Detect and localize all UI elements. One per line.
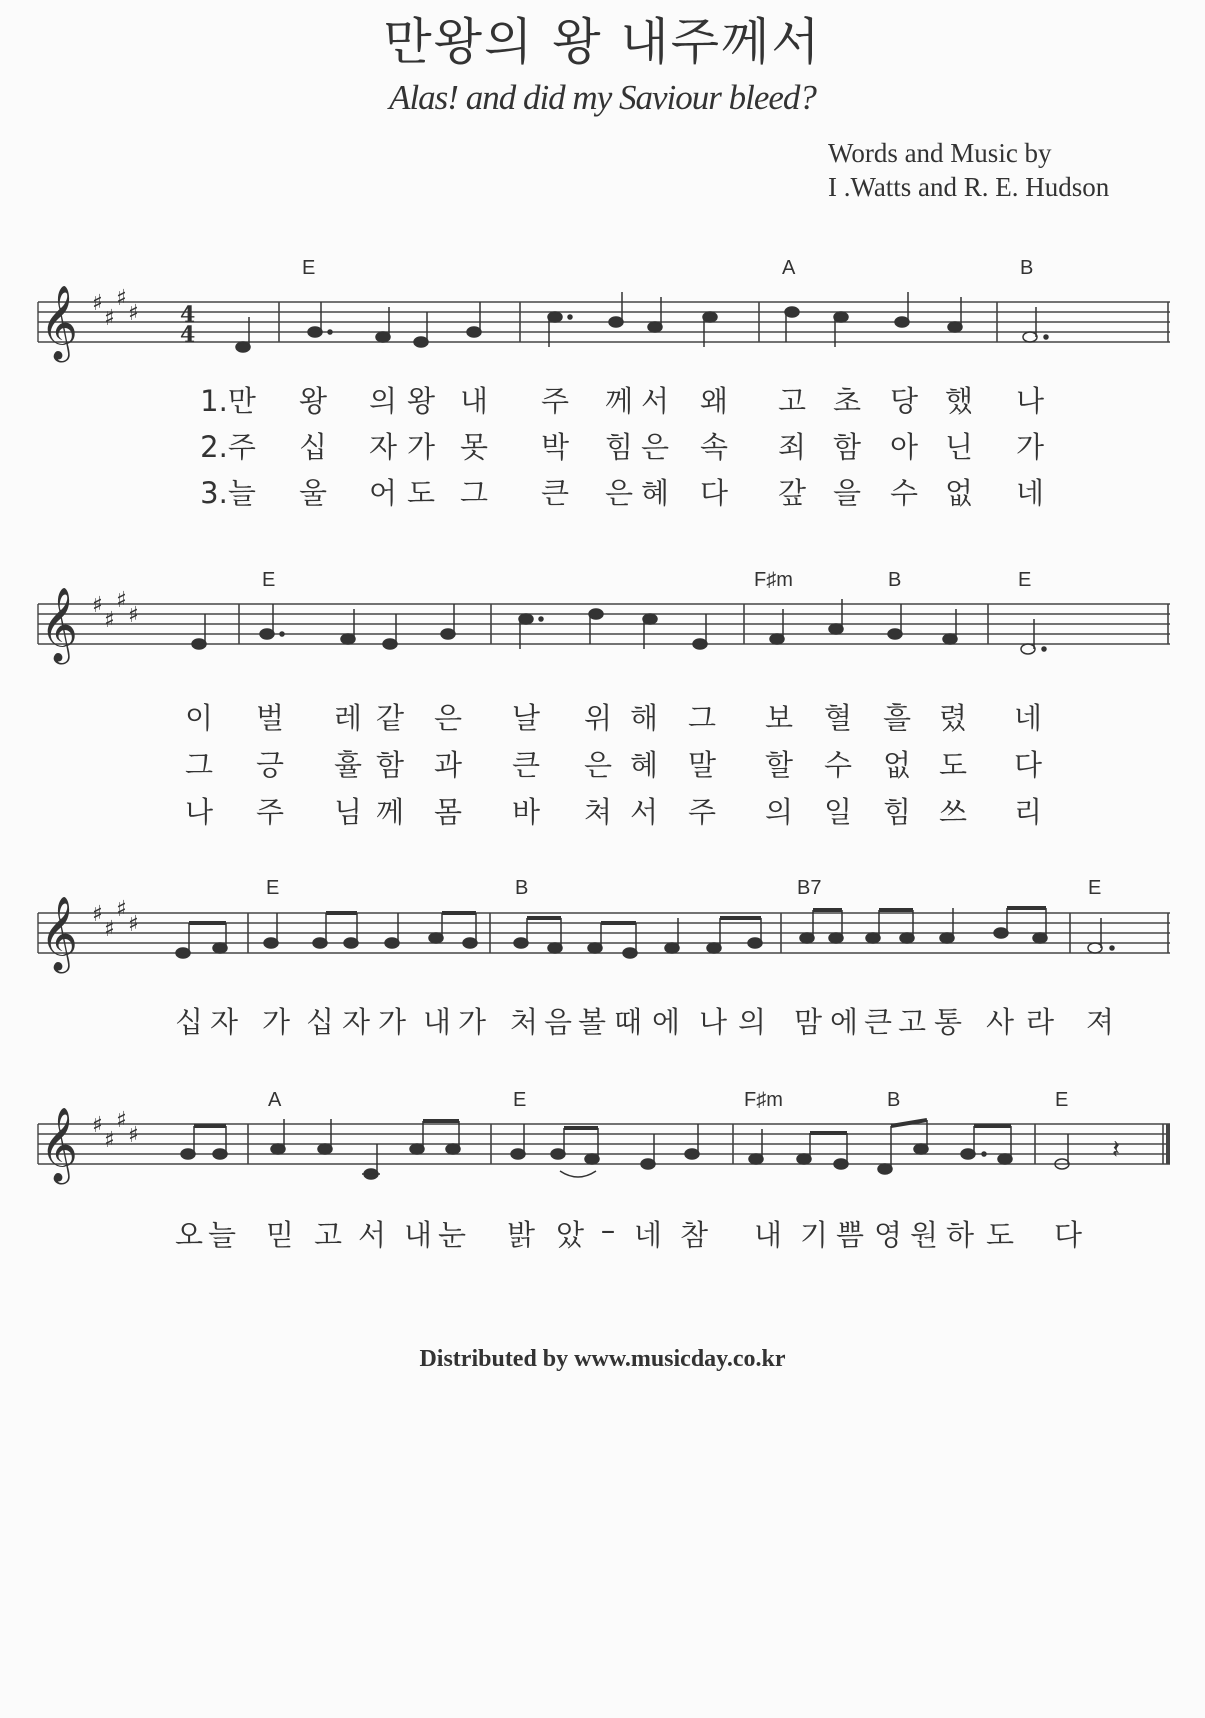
lyric-syllable: 아: [889, 430, 919, 464]
lyric-syllable: 위: [583, 701, 613, 735]
quarter-rest-icon: 𝄽: [1112, 1135, 1120, 1165]
lyric-syllable: 나: [698, 1005, 728, 1039]
lyric-syllable: 가: [1015, 430, 1045, 464]
lyric-syllable: 원: [909, 1218, 939, 1252]
svg-text:♯: ♯: [128, 301, 139, 326]
lyric-syllable: 자: [209, 1005, 239, 1039]
key-signature-icon: [92, 588, 139, 633]
lyric-syllable: 주: [255, 795, 285, 829]
music-system-3: [0, 858, 1205, 1038]
lyric-syllable: 긍: [255, 748, 285, 782]
key-signature-icon: [92, 897, 139, 942]
lyric-syllable: 의: [764, 795, 794, 829]
chord-symbol: B: [1020, 257, 1034, 279]
lyric-syllable: 이: [184, 701, 214, 735]
svg-text:♯: ♯: [128, 1123, 139, 1148]
lyric-syllable: 쓰: [938, 795, 968, 829]
lyric-syllable: 일: [823, 795, 853, 829]
lyric-syllable: 큰: [863, 1005, 893, 1039]
lyric-syllable: 가: [457, 1005, 487, 1039]
lyric-syllable: 음: [543, 1005, 573, 1039]
treble-clef-icon: 𝄞: [40, 286, 78, 360]
lyric-syllable: 그: [687, 701, 717, 735]
svg-text:♯: ♯: [104, 608, 115, 633]
lyric-syllable: 같: [375, 701, 405, 735]
lyric-syllable: 에: [651, 1005, 681, 1039]
lyric-line-3: [0, 790, 1205, 830]
svg-text:♯: ♯: [92, 593, 103, 618]
lyric-syllable: 네: [1015, 476, 1045, 510]
lyric-syllable: 은: [604, 476, 634, 510]
chord-symbol: E: [1018, 569, 1032, 591]
lyric-syllable: 왕: [406, 384, 436, 418]
chord-symbol: B: [888, 569, 902, 591]
lyric-syllable: 힘: [604, 430, 634, 464]
svg-text:♯: ♯: [104, 306, 115, 331]
lyric-syllable: 았: [555, 1218, 585, 1252]
lyric-syllable: 주: [540, 384, 570, 418]
lyric-line-1: [0, 1000, 1205, 1040]
lyric-syllable: 볼: [577, 1005, 607, 1039]
lyric-syllable: 늘: [207, 1218, 237, 1252]
chord-symbol: B7: [797, 877, 822, 899]
lyric-line-1: [0, 379, 1205, 419]
lyric-syllable: 의: [368, 384, 398, 418]
lyric-syllable: 혜: [629, 748, 659, 782]
lyric-syllable: 흘: [882, 701, 912, 735]
lyric-syllable: 수: [823, 748, 853, 782]
lyric-syllable: 말: [687, 748, 717, 782]
lyric-syllable: 갚: [777, 476, 807, 510]
lyric-syllable: 내: [753, 1218, 783, 1252]
lyric-syllable: 서: [629, 795, 659, 829]
music-system-4: [0, 1068, 1205, 1258]
lyric-syllable: 자: [341, 1005, 371, 1039]
lyric-syllable: 도: [406, 476, 436, 510]
chord-symbol: E: [302, 257, 316, 279]
chord-symbol: F♯m: [744, 1089, 783, 1111]
lyric-syllable: 휼: [333, 748, 363, 782]
lyric-syllable: 3.늘: [200, 476, 256, 510]
svg-text:♯: ♯: [116, 588, 127, 613]
lyric-syllable: 서: [640, 384, 670, 418]
lyric-line-2: [0, 743, 1205, 783]
lyric-syllable: 혈: [823, 701, 853, 735]
svg-text:♯: ♯: [116, 1108, 127, 1133]
lyric-syllable: 하: [945, 1218, 975, 1252]
chord-symbols: [302, 257, 1033, 279]
lyric-syllable: 서: [357, 1218, 387, 1252]
treble-clef-icon: 𝄞: [40, 897, 78, 971]
distribution-footer: Distributed by www.musicday.co.kr: [419, 1346, 786, 1372]
chord-symbol: B: [887, 1089, 901, 1111]
lyric-syllable: 맘: [793, 1005, 823, 1039]
notes: [181, 1119, 1069, 1179]
staff-lines: [38, 302, 1170, 342]
chord-symbols: [262, 569, 1031, 591]
lyric-syllable: 다: [1053, 1218, 1083, 1252]
lyric-syllable: 고: [897, 1005, 927, 1039]
lyric-syllable: 십: [174, 1005, 204, 1039]
lyric-syllable: 기: [799, 1218, 829, 1252]
staff-2: [0, 548, 1205, 662]
svg-text:♯: ♯: [92, 291, 103, 316]
lyric-syllable: 큰: [540, 476, 570, 510]
chord-symbol: E: [1088, 877, 1102, 899]
lyric-syllable: 몸: [433, 795, 463, 829]
lyric-syllable: 처: [509, 1005, 539, 1039]
lyric-syllable: 쁨: [835, 1218, 865, 1252]
lyric-syllable: 나: [184, 795, 214, 829]
lyric-syllable: 혜: [640, 476, 670, 510]
lyric-syllable: 해: [629, 701, 659, 735]
lyric-syllable: 큰: [511, 748, 541, 782]
chord-symbol: E: [266, 877, 280, 899]
lyric-syllable: 은: [583, 748, 613, 782]
lyric-syllable: 함: [375, 748, 405, 782]
svg-text:♯: ♯: [116, 897, 127, 922]
lyric-syllable: 밝: [506, 1218, 536, 1252]
credit-line-2: I .Watts and R. E. Hudson: [828, 172, 1110, 202]
lyric-syllable: 가: [406, 430, 436, 464]
lyric-syllable: 함: [832, 430, 862, 464]
lyric-syllable: 은: [433, 701, 463, 735]
lyric-line-2: [0, 425, 1205, 465]
lyric-syllable: 때: [613, 1005, 643, 1039]
lyric-syllable: 날: [511, 701, 541, 735]
lyric-syllable: 믿: [265, 1218, 295, 1252]
lyric-syllable: 십: [298, 430, 328, 464]
credit-line-1: Words and Music by: [828, 138, 1052, 168]
svg-text:♯: ♯: [92, 1113, 103, 1138]
staff-3: [0, 858, 1205, 971]
lyric-syllable: 내: [459, 384, 489, 418]
lyric-syllable: 다: [699, 476, 729, 510]
lyric-syllable: 내: [422, 1005, 452, 1039]
lyric-syllable: 참: [679, 1218, 709, 1252]
lyric-syllable: 의: [737, 1005, 767, 1039]
lyric-syllable: 통: [933, 1005, 963, 1039]
svg-text:4: 4: [180, 302, 196, 328]
lyric-syllable: 오: [174, 1218, 204, 1252]
lyric-syllable: 죄: [777, 430, 807, 464]
time-signature-icon: [180, 302, 195, 348]
lyric-syllable: 사: [985, 1005, 1015, 1039]
lyric-syllable: 고: [313, 1218, 343, 1252]
staff-lines: [38, 604, 1170, 644]
lyric-syllable: 네: [633, 1218, 663, 1252]
lyric-syllable: 영: [873, 1218, 903, 1252]
lyric-syllable: 쳐: [583, 795, 613, 829]
lyric-syllable: 고: [777, 384, 807, 418]
svg-text:♯: ♯: [92, 902, 103, 927]
lyric-syllable: 못: [459, 430, 489, 464]
song-title: 만왕의 왕 내주께서: [383, 13, 822, 71]
chord-symbol: E: [262, 569, 276, 591]
lyric-syllable: 어: [368, 476, 398, 510]
music-system-2: [0, 548, 1205, 829]
lyric-syllable: 과: [433, 748, 463, 782]
treble-clef-icon: 𝄞: [40, 1108, 78, 1182]
lyric-syllable: –: [600, 1213, 616, 1247]
lyric-syllable: 벌: [255, 701, 285, 735]
lyric-syllable: 도: [938, 748, 968, 782]
lyric-syllable: 당: [889, 384, 919, 418]
lyric-syllable: 네: [1013, 701, 1043, 735]
chord-symbol: E: [1055, 1089, 1069, 1111]
lyric-syllable: 에: [829, 1005, 859, 1039]
notes: [192, 599, 1046, 654]
chord-symbols: [268, 1089, 1068, 1111]
svg-text:♯: ♯: [116, 286, 127, 311]
lyric-syllable: 다: [1013, 748, 1043, 782]
key-signature-icon: [92, 286, 139, 331]
music-system-1: [0, 236, 1205, 510]
chord-symbol: E: [513, 1089, 527, 1111]
svg-text:♯: ♯: [104, 917, 115, 942]
lyric-syllable: 십: [305, 1005, 335, 1039]
lyric-syllable: 렸: [938, 701, 968, 735]
song-subtitle: Alas! and did my Saviour bleed?: [389, 78, 816, 117]
treble-clef-icon: 𝄞: [40, 588, 78, 662]
lyric-syllable: 나: [1015, 384, 1045, 418]
lyric-syllable: 내: [403, 1218, 433, 1252]
lyric-syllable: 께: [604, 384, 634, 418]
lyric-syllable: 수: [889, 476, 919, 510]
lyric-syllable: 닌: [944, 430, 974, 464]
lyric-syllable: 져: [1085, 1005, 1115, 1039]
lyric-syllable: 그: [459, 476, 489, 510]
chord-symbol: A: [782, 257, 796, 279]
chord-symbol: F♯m: [754, 569, 793, 591]
lyric-syllable: 자: [368, 430, 398, 464]
lyric-syllable: 을: [832, 476, 862, 510]
lyric-syllable: 2.주: [200, 430, 256, 464]
svg-text:♯: ♯: [104, 1128, 115, 1153]
lyric-syllable: 했: [944, 384, 974, 418]
svg-text:♯: ♯: [128, 603, 139, 628]
key-signature-icon: [92, 1108, 139, 1153]
lyric-syllable: 힘: [882, 795, 912, 829]
lyric-syllable: 박: [540, 430, 570, 464]
lyric-syllable: 리: [1013, 795, 1043, 829]
lyric-syllable: 울: [298, 476, 328, 510]
lyric-syllable: 보: [764, 701, 794, 735]
lyric-syllable: 왕: [298, 384, 328, 418]
lyric-syllable: 1.만: [200, 384, 256, 418]
lyric-syllable: 그: [184, 748, 214, 782]
lyric-syllable: 속: [699, 430, 729, 464]
chord-symbol: A: [268, 1089, 282, 1111]
lyric-line-3: [0, 471, 1205, 511]
lyric-syllable: 님: [333, 795, 363, 829]
lyric-syllable: 초: [832, 384, 862, 418]
chord-symbol: B: [515, 877, 529, 899]
lyric-syllable: 께: [375, 795, 405, 829]
lyric-syllable: 눈: [437, 1218, 467, 1252]
lyric-syllable: 은: [640, 430, 670, 464]
lyric-syllable: 레: [333, 701, 363, 735]
svg-text:♯: ♯: [128, 912, 139, 937]
lyric-syllable: 왜: [699, 384, 729, 418]
lyric-syllable: 가: [261, 1005, 291, 1039]
staff-1: [0, 236, 1205, 360]
lyric-syllable: 가: [377, 1005, 407, 1039]
chord-symbols: [266, 877, 1101, 899]
lyric-syllable: 할: [764, 748, 794, 782]
svg-text:4: 4: [180, 322, 196, 348]
lyric-syllable: 없: [944, 476, 974, 510]
lyric-syllable: 주: [687, 795, 717, 829]
lyric-syllable: 라: [1025, 1005, 1055, 1039]
lyric-syllable: 바: [511, 795, 541, 829]
staff-4: [0, 1068, 1205, 1198]
lyric-syllable: 도: [985, 1218, 1015, 1252]
lyric-syllable: 없: [882, 748, 912, 782]
lyric-line-1: [0, 1213, 1205, 1253]
lyric-line-1: [0, 696, 1205, 736]
